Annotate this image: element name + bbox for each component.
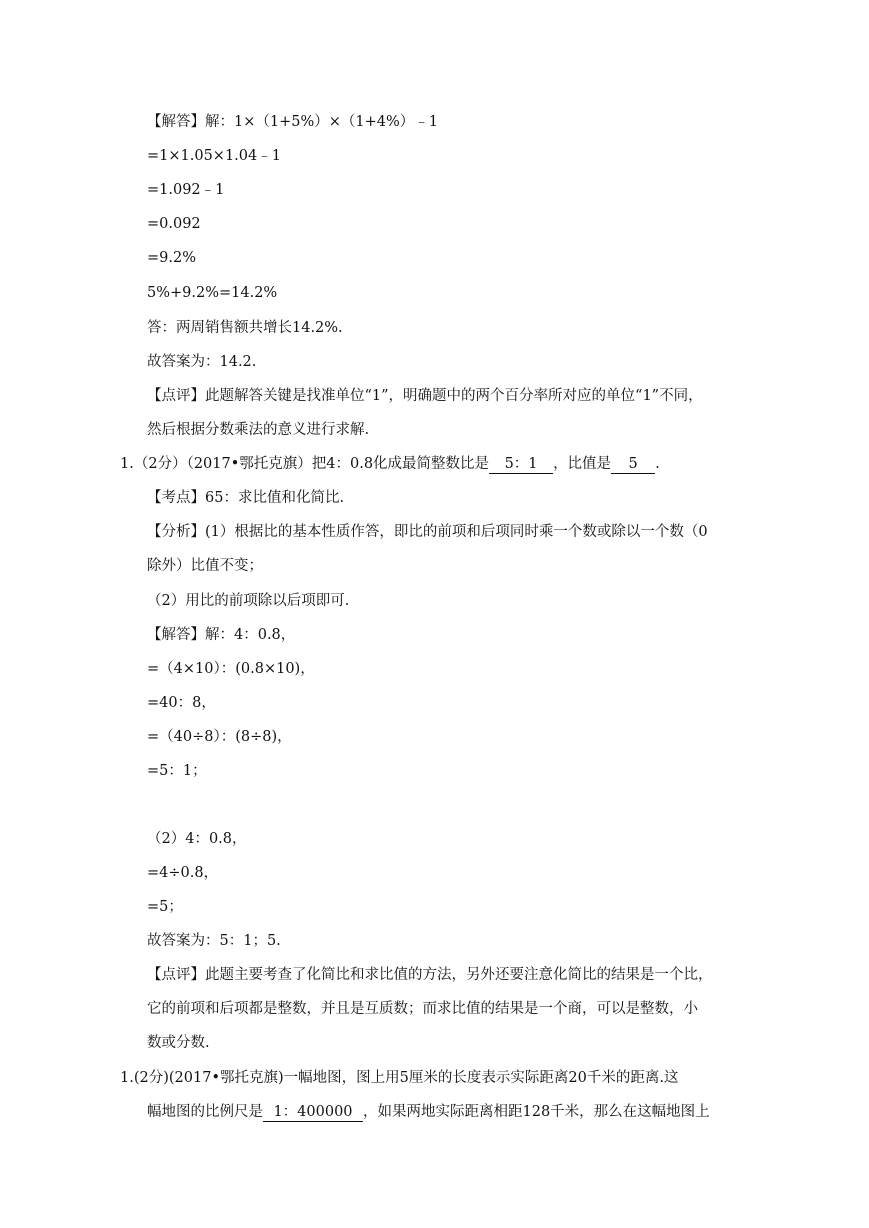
equation-line: =9.2% — [147, 250, 196, 266]
equation-line: =（4×10）：(0.8×10)， — [147, 661, 315, 677]
question-text: . — [655, 456, 660, 472]
equation-line: =0.092 — [147, 216, 201, 232]
equation-line: =5； — [147, 899, 183, 915]
question-number: 1. — [120, 1070, 134, 1086]
equation-line: =5：1； — [147, 763, 207, 779]
question-number: 1. — [120, 456, 134, 472]
question-text: 幅地图的比例尺是 — [147, 1104, 263, 1120]
comment-line: 【点评】此题主要考查了化简比和求比值的方法，另外还要注意化简比的结果是一个比， — [147, 967, 713, 983]
question-stem — [147, 1102, 710, 1122]
solution-line: （2）4：0.8， — [147, 831, 247, 847]
result-line: 故答案为：14.2. — [147, 354, 257, 370]
comment-line: 数或分数. — [147, 1035, 210, 1051]
solution-line: 【解答】解：4：0.8， — [147, 627, 296, 643]
question-text: ，如果两地实际距离相距128千米，那么在这幅地图上 — [363, 1104, 710, 1120]
equation-line: =1×1.05×1.04﹣1 — [147, 148, 281, 164]
answer-blank: 5 — [611, 455, 655, 474]
equation-line: =40：8， — [147, 695, 216, 711]
equation-line: =1.092﹣1 — [147, 182, 225, 198]
question-stem — [120, 454, 660, 474]
equation-line: =4÷0.8， — [147, 865, 219, 881]
solution-line: 【解答】解：1×（1+5%）×（1+4%）﹣1 — [147, 114, 439, 130]
comment-line: 【点评】此题解答关键是找准单位“1”，明确题中的两个百分率所对应的单位“1”不同， — [147, 388, 703, 404]
comment-line: 然后根据分数乘法的意义进行求解. — [147, 422, 370, 438]
answer-line: 答：两周销售额共增长14.2%. — [147, 320, 343, 336]
equation-line: =（40÷8）：(8÷8)， — [147, 729, 292, 745]
question-text: （2分）（2017•鄂托克旗）把4：0.8化成最简整数比是 — [133, 456, 490, 472]
comment-line: 它的前项和后项都是整数，并且是互质数；而求比值的结果是一个商，可以是整数，小 — [147, 1001, 698, 1017]
question-stem — [120, 1068, 678, 1088]
answer-blank: 1：400000 — [263, 1103, 363, 1122]
answer-blank: 5：1 — [489, 455, 553, 474]
question-text: (2分)(2017•鄂托克旗)一幅地图，图上用5厘米的长度表示实际距离20千米的距离.这 — [133, 1070, 679, 1086]
topic-line: 【考点】65：求比值和化简比. — [147, 490, 345, 506]
analysis-line: 除外）比值不变； — [147, 558, 263, 574]
analysis-line: 【分析】(1）根据比的基本性质作答，即比的前项和后项同时乘一个数或除以一个数（0 — [147, 524, 708, 540]
question-text: ，比值是 — [553, 456, 612, 472]
analysis-line: （2）用比的前项除以后项即可. — [147, 593, 350, 609]
equation-line: 5%+9.2%=14.2% — [147, 285, 278, 301]
result-line: 故答案为：5：1；5. — [147, 933, 281, 949]
